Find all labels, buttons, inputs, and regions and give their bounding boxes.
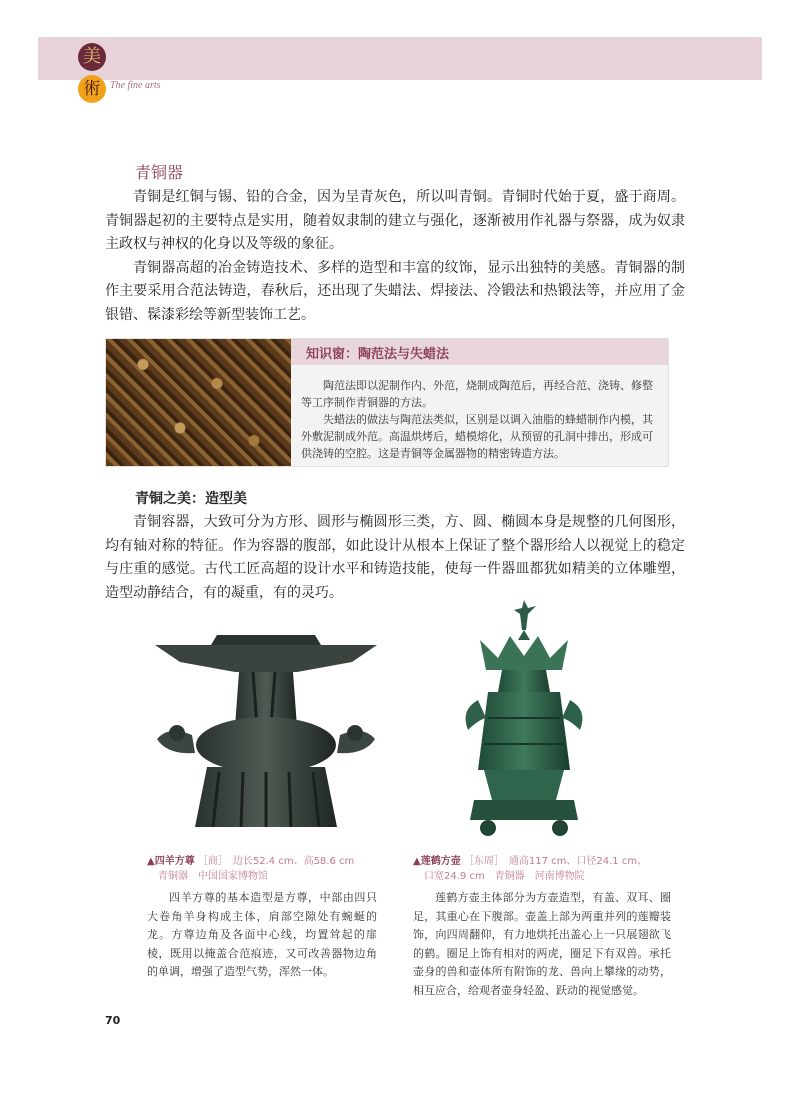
bronze-pattern-image <box>106 339 291 466</box>
page-number: 70 <box>105 1014 121 1027</box>
knowledge-box-text <box>301 377 661 462</box>
knowledge-box-title: 知识窗：陶范法与失蜡法 <box>306 347 450 362</box>
series-title-en: The fine arts <box>110 80 161 91</box>
four-ram-zun-image <box>147 627 385 837</box>
logo-seal-top: 美 <box>78 43 106 71</box>
artifact-name-1: 四羊方尊 <box>154 856 195 867</box>
section-title: 青铜器 <box>135 163 184 182</box>
artifact-meta-1a: ［商］ 边长52.4 cm、高58.6 cm <box>197 856 355 867</box>
subsection-paragraph: 青铜容器，大致可分为方形、圆形与椭圆形三类，方、圆、椭圆本身是规整的几何图形，均有轴对称的特征。作为容器的腹部，如此设计从根本上保证了整个器形给人以视觉上的稳定与庄重的感觉。古代工匠高超的设计水平和铸造技能，使每一件器皿都犹如精美的立体雕塑，造型动静结合，有的凝重，有的灵巧。 <box>105 514 685 601</box>
artifact-marker-1: ▲ <box>147 856 155 867</box>
knowledge-paragraph-2: 失蜡法的做法与陶范法类似，区别是以调入油脂的蜂蜡制作内模，其外敷泥制成外范。高温烘烤后，蜡模熔化，从预留的孔洞中排出，形成可供浇铸的空腔。这是青铜等金属器物的精密铸造方法。 <box>301 413 653 460</box>
section-body <box>105 186 685 327</box>
knowledge-paragraph-1: 陶范法即以泥制作内、外范，烧制成陶范后，再经合范、浇铸、修整等工序制作青铜器的方法。 <box>301 379 653 409</box>
header-band <box>38 37 762 80</box>
artifact-description-2: 莲鹤方壶主体部分为方壶造型，有盖、双耳、圈足，其重心在下腹部。壶盖上部为两重并列的莲瓣装饰，向四周翻仰，有力地烘托出盖心上一只展翅欲飞的鹤。圈足上饰有相对的两虎，圈足下有双兽。承托壶身的兽和壶体所有附饰的龙、兽向上攀缘的动势，相互应合，给观者壶身轻盈、跃动的视觉感觉。 <box>413 891 671 997</box>
knowledge-box <box>105 338 669 467</box>
section-paragraph-2: 青铜器高超的冶金铸造技术、多样的造型和丰富的纹饰，显示出独特的美感。青铜器的制作主要采用合范法铸造，春秋后，还出现了失蜡法、焊接法、冷锻法和热锻法等，并应用了金银错、髹漆彩绘等新型装饰工艺。 <box>105 259 685 323</box>
artifact-description-1: 四羊方尊的基本造型是方尊，中部由四只大卷角羊身构成主体，肩部空隙处有蜿蜒的龙。方尊边角及各面中心线，均置耸起的扉棱，既用以掩盖合范痕迹，又可改善器物边角的单调，增强了造型气势，浑然一体。 <box>147 891 377 978</box>
artifact-meta-2b: 口宽24.9 cm 青铜器 河南博物院 <box>424 871 585 882</box>
section-paragraph-1: 青铜是红铜与锡、铅的合金，因为呈青灰色，所以叫青铜。青铜时代始于夏，盛于商周。青铜器起初的主要特点是实用，随着奴隶制的建立与强化，逐渐被用作礼器与祭器，成为奴隶主政权与神权的化身以及等级的象征。 <box>105 189 685 252</box>
subsection-title: 青铜之美：造型美 <box>135 491 247 507</box>
artifact-marker-2: ▲ <box>413 856 421 867</box>
artifact-caption-1 <box>147 854 387 884</box>
artifact-meta-1b: 青铜器 中国国家博物馆 <box>158 871 268 882</box>
logo-seal-bottom: 術 <box>78 75 106 103</box>
artifact-caption-2 <box>413 854 683 884</box>
artifact-name-2: 莲鹤方壶 <box>420 856 461 867</box>
artifact-meta-2a: ［东周］ 通高117 cm、口径24.1 cm、 <box>463 856 648 867</box>
lotus-crane-hu-image <box>458 600 590 840</box>
subsection-body <box>105 511 685 605</box>
